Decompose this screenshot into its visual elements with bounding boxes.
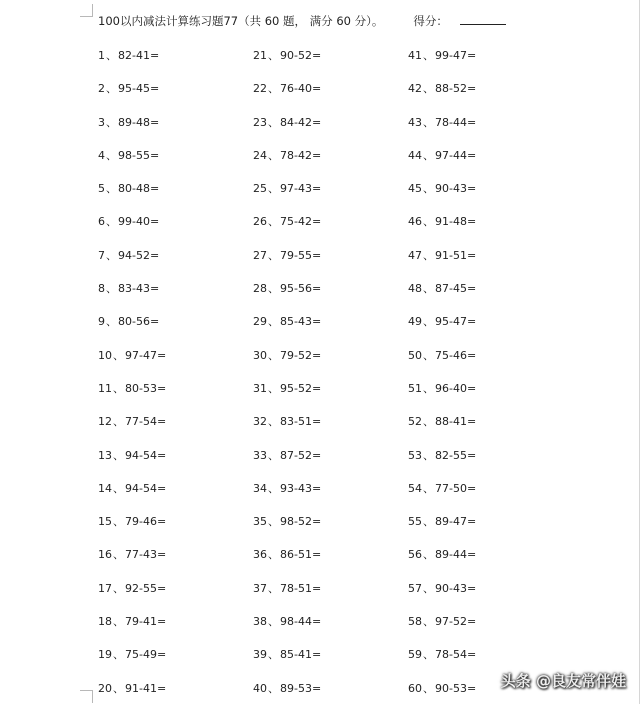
problem-item [98,379,166,412]
problem-expression: 89-53= [280,681,322,695]
problem-number: 6 [98,215,105,229]
problem-expression: 97-44= [435,148,477,162]
problem-number: 55 [408,515,422,529]
problem-separator: 、 [268,681,279,695]
problem-item [408,679,476,712]
problem-expression: 95-56= [280,282,322,296]
problem-separator: 、 [113,548,124,562]
problem-item [98,545,166,578]
problem-number: 1 [98,49,105,62]
problem-expression: 92-55= [125,581,167,595]
problem-expression: 83-43= [118,282,160,296]
problem-expression: 93-43= [280,481,322,495]
problem-separator: 、 [268,182,279,196]
problem-number: 53 [408,448,422,462]
problem-separator: 、 [423,248,434,262]
problem-item [98,412,166,445]
problem-separator: 、 [113,381,124,395]
problem-item [253,179,321,212]
problem-separator: 、 [106,49,117,62]
problem-expression: 83-51= [280,415,322,429]
problem-item [98,579,166,612]
problem-expression: 79-52= [280,348,322,362]
problem-column-3 [408,46,476,712]
problem-separator: 、 [268,415,279,429]
problem-item [98,346,166,379]
problem-separator: 、 [423,515,434,529]
problem-separator: 、 [113,348,124,362]
problem-number: 45 [408,182,422,196]
watermark: 头条 @良友常伴娃 [500,672,626,690]
problem-number: 4 [98,148,105,162]
problem-item [253,412,321,445]
problem-expression: 94-54= [125,481,167,495]
problem-item [253,446,321,479]
problem-expression: 97-52= [435,615,477,629]
problem-item [408,346,476,379]
problem-item [98,146,166,179]
problem-expression: 89-47= [435,515,477,529]
problem-expression: 75-49= [125,648,167,662]
problem-number: 22 [253,82,267,96]
problem-expression: 91-41= [125,681,167,695]
problem-expression: 78-51= [280,581,322,595]
problem-separator: 、 [268,148,279,162]
problem-separator: 、 [113,448,124,462]
problem-item [253,212,321,245]
problem-number: 31 [253,381,267,395]
problem-separator: 、 [113,481,124,495]
problem-number: 47 [408,248,422,262]
problem-number: 39 [253,648,267,662]
problem-expression: 80-48= [118,182,160,196]
problem-number: 19 [98,648,112,662]
problem-expression: 78-44= [435,115,477,129]
title-text: 100以内减法计算练习题77（共 60 题， 满分 60 分）。 [98,14,384,28]
problem-separator: 、 [423,182,434,196]
problem-item [253,512,321,545]
problem-item [253,645,321,678]
problem-separator: 、 [106,215,117,229]
problem-item [408,113,476,146]
problem-separator: 、 [423,115,434,129]
problem-separator: 、 [268,515,279,529]
problem-item [98,512,166,545]
problem-number: 18 [98,615,112,629]
problem-separator: 、 [423,82,434,96]
problem-item [408,579,476,612]
problem-item [98,113,166,146]
problem-item [253,113,321,146]
problem-number: 12 [98,415,112,429]
problem-item [253,612,321,645]
problem-item [253,79,321,112]
problem-separator: 、 [268,282,279,296]
problem-item [253,679,321,712]
problem-item [253,312,321,345]
problem-separator: 、 [113,515,124,529]
problem-number: 38 [253,615,267,629]
problem-expression: 76-40= [280,82,322,96]
problem-number: 11 [98,381,112,395]
problem-expression: 99-47= [435,49,477,62]
problem-column-1 [98,46,166,712]
problem-number: 14 [98,481,112,495]
problem-number: 29 [253,315,267,329]
problem-separator: 、 [106,148,117,162]
problem-expression: 94-52= [118,248,160,262]
problem-separator: 、 [268,82,279,96]
problem-item [253,579,321,612]
problem-number: 52 [408,415,422,429]
problem-number: 57 [408,581,422,595]
problem-expression: 89-44= [435,548,477,562]
problem-item [408,645,476,678]
problem-item [408,46,476,79]
problem-separator: 、 [423,448,434,462]
problem-expression: 78-42= [280,148,322,162]
problem-separator: 、 [106,248,117,262]
problem-expression: 79-46= [125,515,167,529]
problem-number: 40 [253,681,267,695]
problem-item [408,512,476,545]
problem-number: 2 [98,82,105,96]
problem-number: 8 [98,282,105,296]
problem-expression: 75-46= [435,348,477,362]
problem-separator: 、 [423,681,434,695]
problem-separator: 、 [423,348,434,362]
problem-separator: 、 [423,648,434,662]
problem-number: 48 [408,282,422,296]
problem-number: 35 [253,515,267,529]
problem-expression: 77-54= [125,415,167,429]
problem-number: 43 [408,115,422,129]
problem-separator: 、 [113,581,124,595]
problem-item [98,312,166,345]
problem-number: 30 [253,348,267,362]
page-corner-mark-top [80,4,93,17]
problem-item [253,146,321,179]
problem-number: 16 [98,548,112,562]
problem-number: 28 [253,282,267,296]
problem-number: 3 [98,115,105,129]
problem-separator: 、 [268,448,279,462]
problem-expression: 77-43= [125,548,167,562]
problem-item [253,279,321,312]
problem-item [253,379,321,412]
problem-item [408,79,476,112]
problem-expression: 85-43= [280,315,322,329]
problem-number: 56 [408,548,422,562]
problem-item [408,179,476,212]
problem-separator: 、 [268,248,279,262]
problem-separator: 、 [423,315,434,329]
problem-separator: 、 [268,115,279,129]
problem-expression: 88-41= [435,415,477,429]
problem-expression: 98-55= [118,148,160,162]
problem-expression: 79-55= [280,248,322,262]
problem-separator: 、 [268,581,279,595]
problem-number: 10 [98,348,112,362]
problem-expression: 82-41= [118,49,160,62]
problem-expression: 84-42= [280,115,322,129]
problem-item [98,46,166,79]
problem-number: 36 [253,548,267,562]
problem-separator: 、 [268,315,279,329]
score-label: 得分： [413,14,448,28]
problem-number: 25 [253,182,267,196]
problem-item [408,212,476,245]
problem-item [98,679,166,712]
problem-number: 50 [408,348,422,362]
problem-item [408,379,476,412]
problem-separator: 、 [423,581,434,595]
problem-number: 44 [408,148,422,162]
problem-item [408,446,476,479]
problem-separator: 、 [268,49,279,62]
problem-separator: 、 [106,315,117,329]
problem-item [408,545,476,578]
problem-separator: 、 [268,381,279,395]
problem-column-2 [253,46,321,712]
problem-expression: 90-53= [435,681,477,695]
problem-separator: 、 [268,481,279,495]
problem-expression: 78-54= [435,648,477,662]
problem-expression: 91-48= [435,215,477,229]
problem-number: 21 [253,49,267,62]
problem-number: 20 [98,681,112,695]
problem-number: 5 [98,182,105,196]
problem-expression: 91-51= [435,248,477,262]
problem-number: 59 [408,648,422,662]
problem-number: 27 [253,248,267,262]
score-blank-line[interactable] [460,12,506,25]
problem-item [253,46,321,79]
problem-expression: 82-55= [435,448,477,462]
problem-expression: 95-47= [435,315,477,329]
problem-item [98,212,166,245]
problem-number: 60 [408,681,422,695]
problem-separator: 、 [423,481,434,495]
problem-expression: 90-43= [435,581,477,595]
problem-number: 9 [98,315,105,329]
problem-item [98,645,166,678]
problem-item [253,246,321,279]
problem-separator: 、 [113,681,124,695]
problem-item [408,312,476,345]
problem-number: 42 [408,82,422,96]
problem-separator: 、 [268,548,279,562]
worksheet-title [98,12,628,30]
problem-separator: 、 [268,215,279,229]
problem-item [408,612,476,645]
problem-expression: 95-45= [118,82,160,96]
problem-number: 51 [408,381,422,395]
problem-expression: 97-47= [125,348,167,362]
problem-separator: 、 [423,548,434,562]
problem-separator: 、 [106,282,117,296]
problem-number: 23 [253,115,267,129]
problem-item [98,79,166,112]
problem-item [98,179,166,212]
problem-item [98,279,166,312]
problem-separator: 、 [423,615,434,629]
problem-number: 13 [98,448,112,462]
problem-item [408,246,476,279]
problem-expression: 80-53= [125,381,167,395]
problem-separator: 、 [423,282,434,296]
page-corner-mark-bottom [80,690,93,703]
problem-expression: 90-43= [435,182,477,196]
problem-expression: 90-52= [280,49,322,62]
problem-separator: 、 [106,82,117,96]
problem-number: 15 [98,515,112,529]
problem-separator: 、 [106,115,117,129]
problem-separator: 、 [423,49,434,62]
problem-expression: 80-56= [118,315,160,329]
problem-expression: 98-52= [280,515,322,529]
problem-number: 58 [408,615,422,629]
problem-expression: 89-48= [118,115,160,129]
problem-separator: 、 [113,615,124,629]
problem-separator: 、 [268,348,279,362]
problem-expression: 79-41= [125,615,167,629]
problem-item [98,446,166,479]
problem-separator: 、 [113,415,124,429]
problem-number: 49 [408,315,422,329]
problem-number: 37 [253,581,267,595]
problem-number: 32 [253,415,267,429]
problem-expression: 97-43= [280,182,322,196]
problem-number: 33 [253,448,267,462]
problem-expression: 87-45= [435,282,477,296]
problem-item [98,479,166,512]
problem-separator: 、 [268,615,279,629]
problem-expression: 85-41= [280,648,322,662]
problem-number: 34 [253,481,267,495]
problem-expression: 98-44= [280,615,322,629]
problem-item [253,479,321,512]
problem-expression: 94-54= [125,448,167,462]
problem-number: 24 [253,148,267,162]
problem-item [253,545,321,578]
problem-item [253,346,321,379]
problem-item [408,412,476,445]
problem-expression: 77-50= [435,481,477,495]
problem-separator: 、 [106,182,117,196]
problem-separator: 、 [268,648,279,662]
problem-item [98,246,166,279]
problem-expression: 99-40= [118,215,160,229]
problem-expression: 88-52= [435,82,477,96]
problem-separator: 、 [423,415,434,429]
problem-number: 7 [98,248,105,262]
problem-number: 41 [408,49,422,62]
problem-number: 17 [98,581,112,595]
problem-number: 26 [253,215,267,229]
problem-separator: 、 [423,148,434,162]
problem-separator: 、 [113,648,124,662]
problem-expression: 96-40= [435,381,477,395]
problem-expression: 95-52= [280,381,322,395]
problem-expression: 87-52= [280,448,322,462]
problem-item [408,279,476,312]
problem-number: 46 [408,215,422,229]
problem-number: 54 [408,481,422,495]
problem-item [408,146,476,179]
problem-expression: 86-51= [280,548,322,562]
problem-separator: 、 [423,381,434,395]
problem-item [408,479,476,512]
problem-item [98,612,166,645]
problem-separator: 、 [423,215,434,229]
problem-expression: 75-42= [280,215,322,229]
